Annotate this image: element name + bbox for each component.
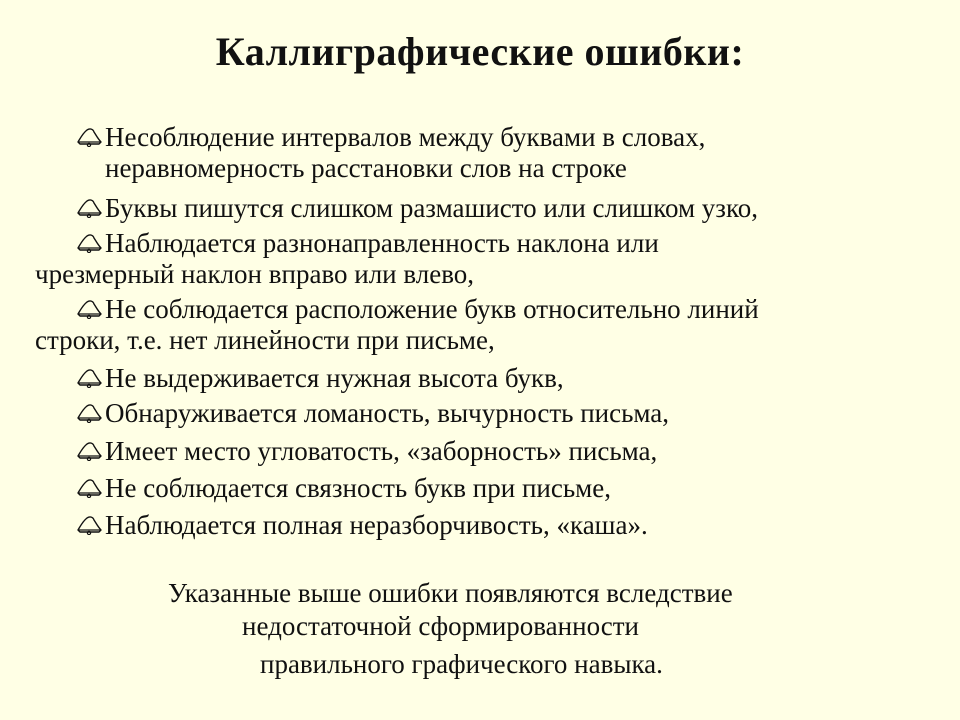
list-item-text: Обнаруживается ломаность, вычурность письма, <box>105 398 670 428</box>
list-item-text: Имеет место угловатость, «заборность» письма, <box>105 436 658 466</box>
bell-icon <box>75 515 105 535</box>
bell-icon <box>75 198 105 218</box>
bell-icon <box>75 441 105 461</box>
list-item <box>35 294 759 356</box>
list-item-text: Не соблюдается расположение букв относительно линий <box>105 294 759 324</box>
list-item <box>75 436 657 467</box>
bell-icon <box>75 299 105 319</box>
list-item-text: Несоблюдение интервалов между буквами в словах, <box>105 122 706 152</box>
bell-icon <box>75 478 105 498</box>
list-item <box>75 193 758 224</box>
footer-line-1: Указанные выше ошибки появляются вследствие <box>168 578 733 608</box>
list-item-text: чрезмерный наклон вправо или влево, <box>35 259 475 289</box>
bell-icon <box>75 127 105 147</box>
list-item-text: Не выдерживается нужная высота букв, <box>105 363 564 393</box>
list-item-text: Буквы пишутся слишком размашисто или слишком узко, <box>105 193 758 223</box>
footer-line-2: недостаточной сформированности <box>242 611 639 641</box>
list-item <box>75 363 564 394</box>
bell-icon <box>75 233 105 253</box>
list-item <box>75 398 669 429</box>
list-item-text: Не соблюдается связность букв при письме, <box>105 473 611 503</box>
list-item-text: Наблюдается полная неразборчивость, «каша». <box>105 510 648 540</box>
list-item <box>75 122 705 184</box>
bell-icon <box>75 368 105 388</box>
list-item <box>35 228 659 290</box>
list-item-text: Наблюдается разнонаправленность наклона или <box>105 228 659 258</box>
slide-title: Каллиграфические ошибки: <box>215 29 745 74</box>
list-item-text: строки, т.е. нет линейности при письме, <box>35 325 495 355</box>
list-item <box>75 473 611 504</box>
list-item-text: неравномерность расстановки слов на строке <box>105 153 627 183</box>
list-item <box>75 510 648 541</box>
bell-icon <box>75 403 105 423</box>
footer-line-3: правильного графического навыка. <box>260 649 663 679</box>
